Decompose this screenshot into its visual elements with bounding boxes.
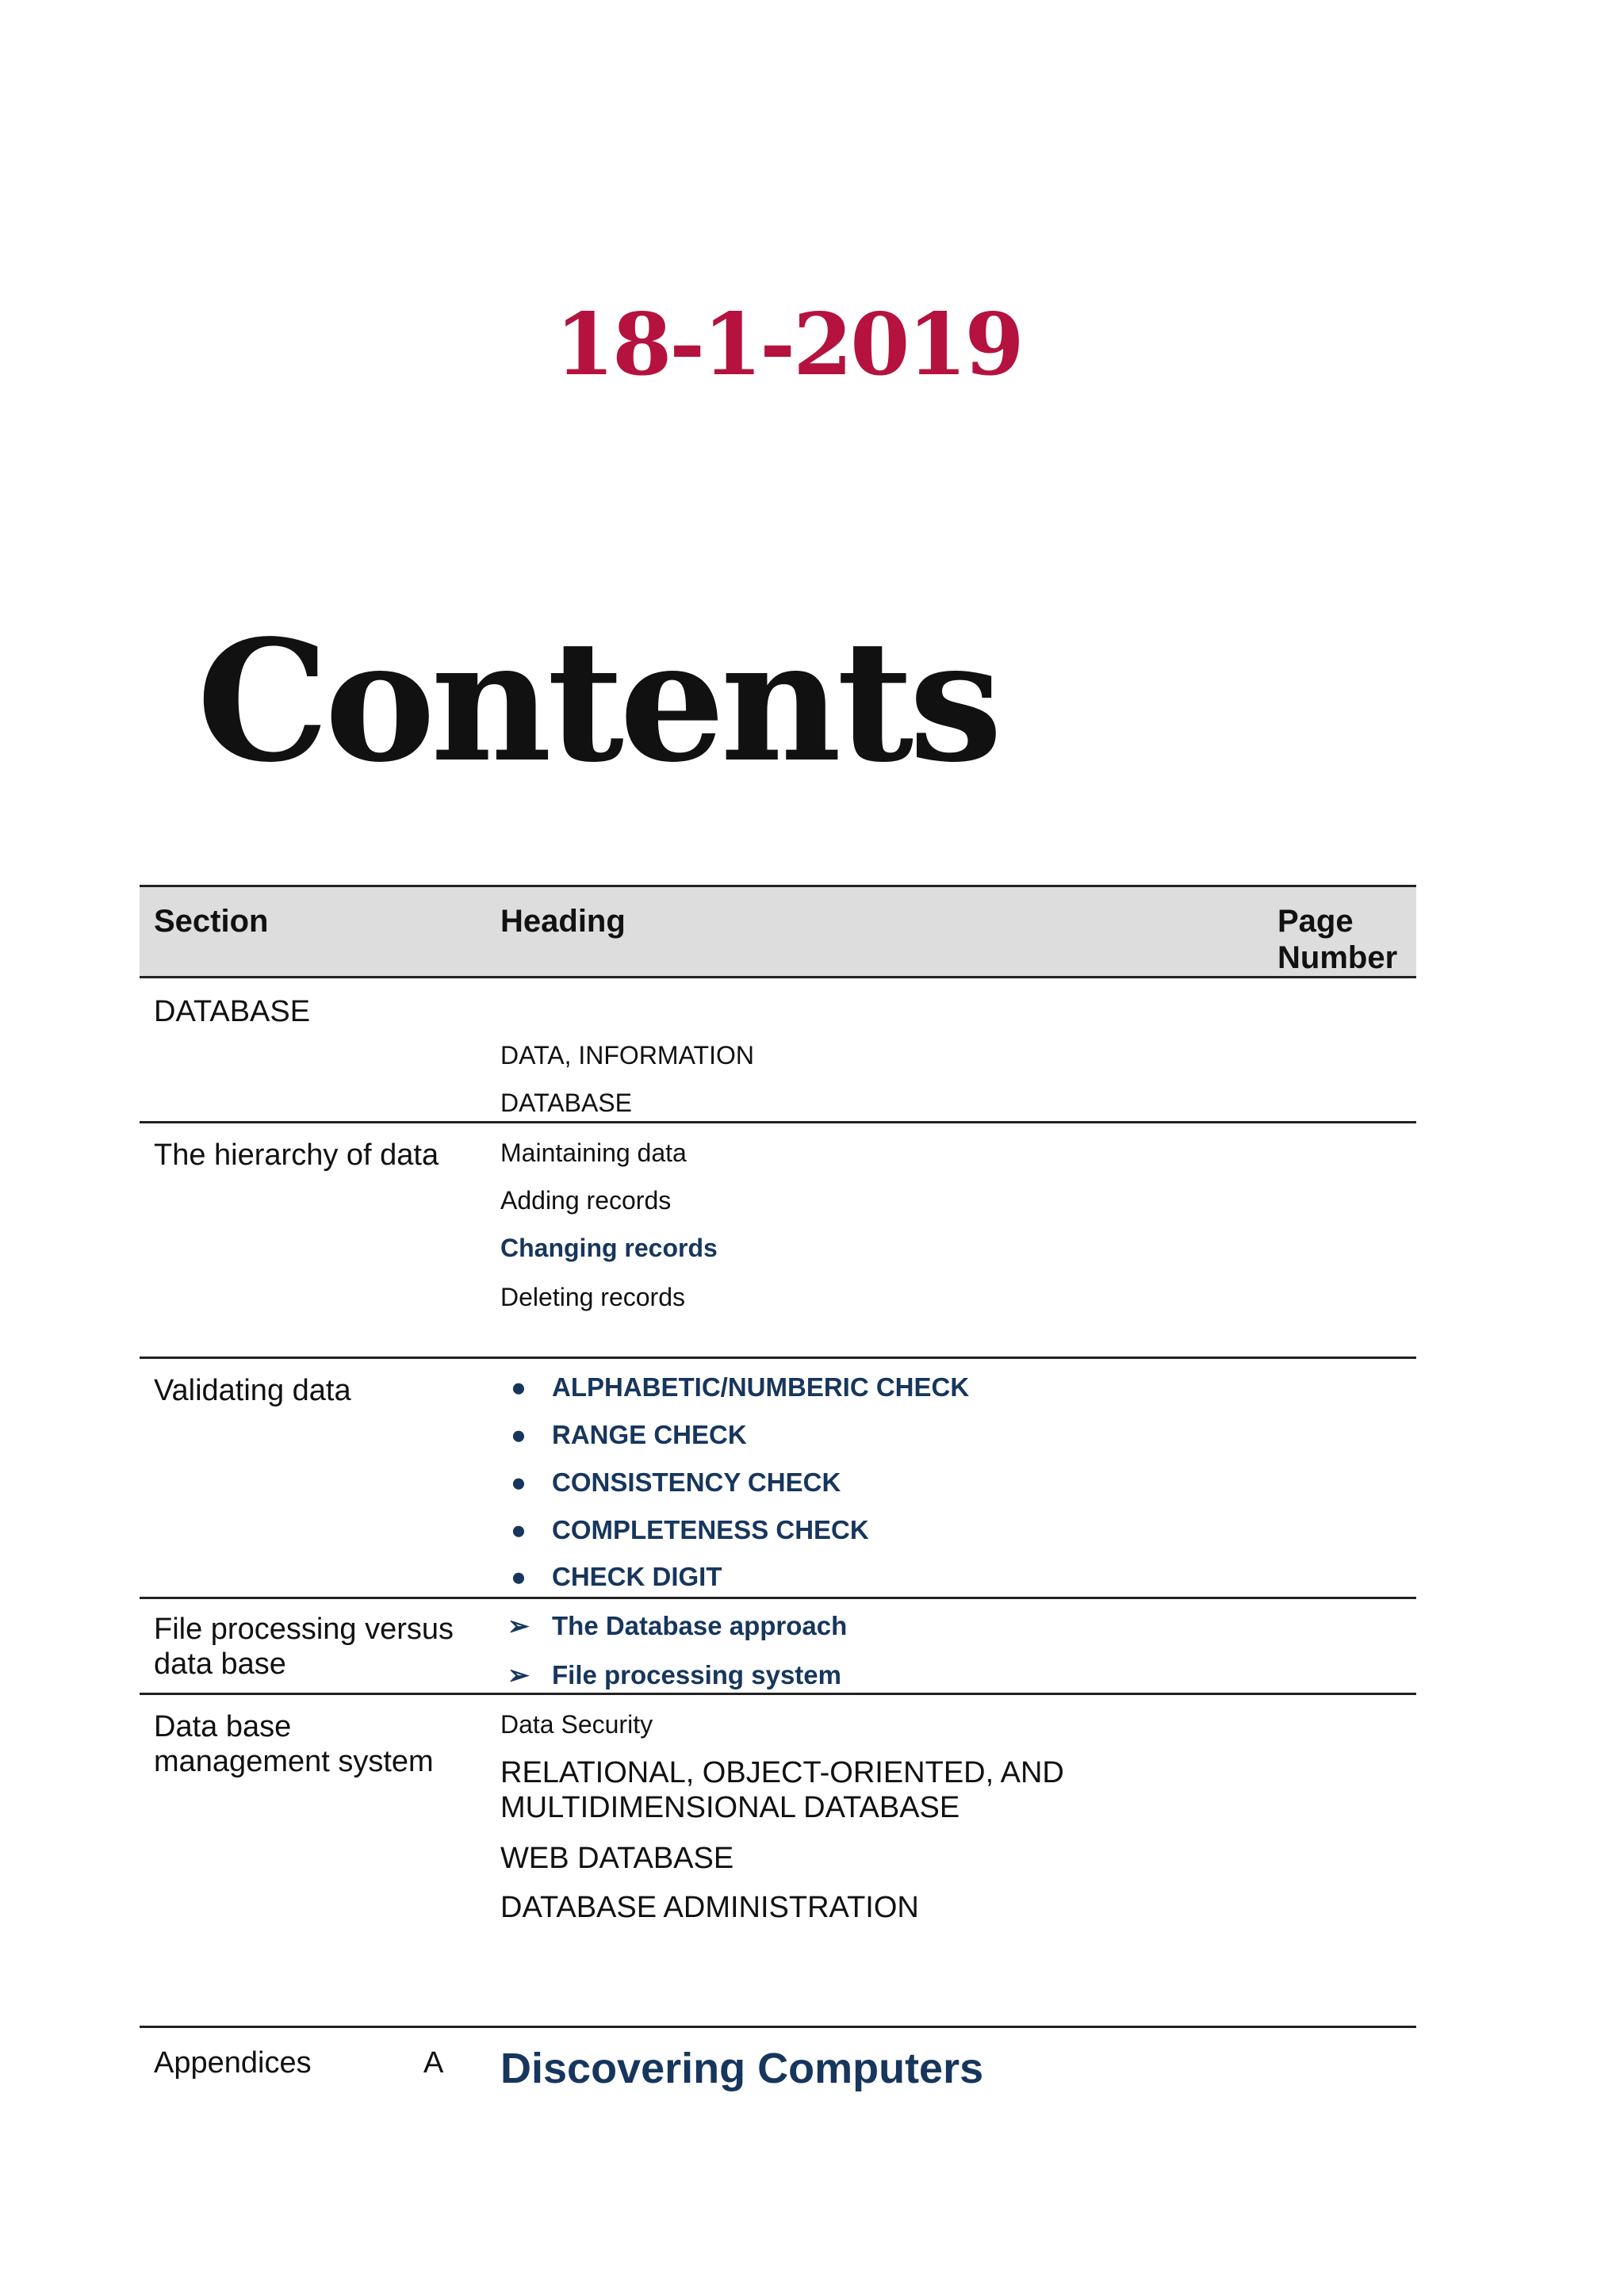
arrowhead-bullet-icon: ➢ — [508, 1611, 530, 1640]
bullet-item-label: CONSISTENCY CHECK — [552, 1468, 841, 1497]
header-section: Section — [154, 904, 269, 939]
bullet-dot-icon: ● — [511, 1515, 527, 1544]
arrowhead-bullet-icon: ➢ — [508, 1660, 530, 1689]
header-heading: Heading — [500, 904, 626, 939]
row-section-line2: management system — [154, 1745, 434, 1778]
row-item: Changing records — [500, 1234, 718, 1262]
row-section — [154, 1612, 454, 1682]
row-section-line1: Data base — [154, 1710, 292, 1743]
row-item: MULTIDIMENSIONAL DATABASE — [500, 1791, 960, 1824]
bullet-item-label: ALPHABETIC/NUMBERIC CHECK — [552, 1372, 970, 1402]
row-item: DATA, INFORMATION — [500, 1041, 754, 1070]
header-page-number — [1277, 903, 1416, 976]
row-item: Data Security — [500, 1710, 653, 1739]
row-item: DATABASE — [500, 1089, 632, 1117]
row-item: Adding records — [500, 1186, 672, 1215]
appendix-letter: A — [423, 2046, 444, 2080]
table-row — [140, 1599, 1416, 1695]
bullet-item-label: CHECK DIGIT — [552, 1562, 722, 1591]
contents-title: Contents — [197, 603, 998, 799]
row-item: DATABASE ADMINISTRATION — [500, 1891, 919, 1924]
row-item: Maintaining data — [500, 1138, 687, 1167]
table-header — [140, 885, 1416, 978]
arrow-list-item — [508, 1610, 848, 1642]
row-section-line1: File processing versus — [154, 1613, 454, 1646]
contents-table — [140, 885, 1416, 2115]
bullet-dot-icon: ● — [511, 1562, 527, 1591]
arrow-item-label: File processing system — [552, 1660, 841, 1689]
row-section: Appendices — [154, 2046, 312, 2080]
table-row — [140, 1359, 1416, 1599]
bullet-item-label: RANGE CHECK — [552, 1420, 747, 1449]
header-page-line1: Page — [1277, 904, 1354, 939]
arrow-list-item — [508, 1659, 841, 1691]
bullet-list-item — [511, 1514, 869, 1546]
row-section: The hierarchy of data — [154, 1138, 439, 1172]
row-item: WEB DATABASE — [500, 1842, 734, 1875]
bullet-list-item — [511, 1419, 747, 1451]
bullet-list-item — [511, 1467, 841, 1498]
table-row — [140, 978, 1416, 1123]
bullet-dot-icon: ● — [511, 1468, 527, 1497]
row-section — [154, 1709, 434, 1779]
bullet-list-item — [511, 1561, 722, 1593]
table-row — [140, 1695, 1416, 2028]
page-date: 18-1-2019 — [555, 295, 1022, 395]
bullet-list-item — [511, 1372, 970, 1403]
bullet-dot-icon: ● — [511, 1372, 527, 1402]
appendix-title: Discovering Computers — [500, 2045, 984, 2092]
table-row — [140, 2028, 1416, 2115]
row-item: Deleting records — [500, 1283, 685, 1311]
row-section: DATABASE — [154, 995, 311, 1028]
table-row — [140, 1123, 1416, 1359]
bullet-dot-icon: ● — [511, 1420, 527, 1449]
row-section-line2: data base — [154, 1647, 286, 1681]
row-item: RELATIONAL, OBJECT-ORIENTED, AND — [500, 1756, 1064, 1789]
bullet-item-label: COMPLETENESS CHECK — [552, 1515, 869, 1544]
header-page-line2: Number — [1277, 940, 1398, 975]
row-section: Validating data — [154, 1374, 351, 1407]
arrow-item-label: The Database approach — [552, 1611, 848, 1640]
